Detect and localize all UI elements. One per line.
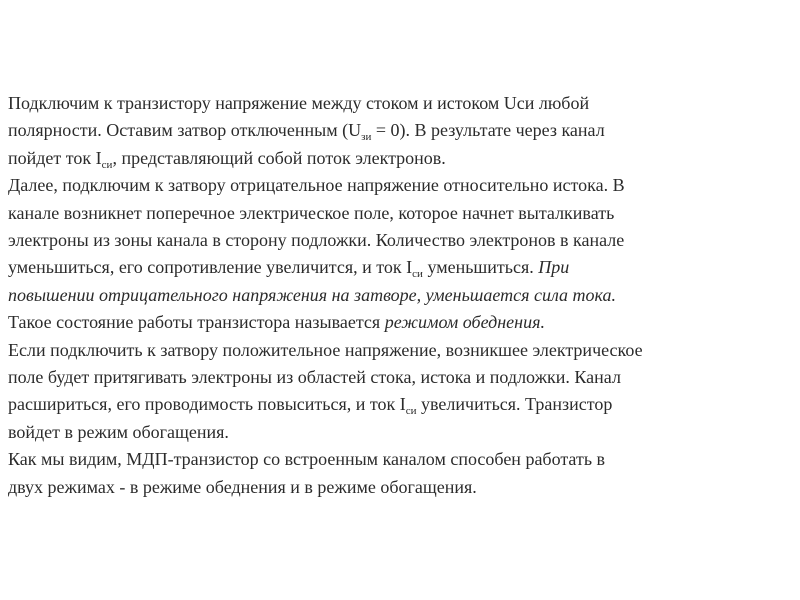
text-span: полярности. Оставим затвор отключенным (U bbox=[8, 120, 362, 141]
text-line bbox=[8, 200, 798, 227]
text-line bbox=[8, 337, 798, 364]
text-span: двух режимах - в режиме обеднения и в режиме обогащения. bbox=[8, 476, 477, 497]
text-span: Далее, подключим к затвору отрицательное напряжение относительно истока. В bbox=[8, 175, 625, 196]
subscript: си bbox=[101, 158, 113, 171]
text-line bbox=[8, 364, 798, 391]
text-span: пойдет ток I bbox=[8, 147, 102, 168]
italic-span: режимом обеднения. bbox=[384, 312, 545, 333]
text-span: поле будет притягивать электроны из областей стока, истока и подложки. Канал bbox=[8, 367, 621, 388]
text-line bbox=[8, 309, 798, 336]
body-text bbox=[8, 90, 798, 501]
text-span: расшириться, его проводимость повыситься, и ток I bbox=[8, 394, 406, 415]
text-line bbox=[8, 474, 798, 501]
text-span: войдет в режим обогащения. bbox=[8, 421, 229, 442]
subscript: си bbox=[405, 405, 417, 418]
subscript: зи bbox=[361, 131, 372, 144]
text-span: Как мы видим, МДП-транзистор со встроенным каналом способен работать в bbox=[8, 449, 606, 470]
text-span: , представляющий собой поток электронов. bbox=[112, 147, 446, 168]
text-line bbox=[8, 254, 798, 281]
text-line bbox=[8, 419, 798, 446]
text-span: Если подключить к затвору положительное напряжение, возникшее электрическое bbox=[8, 339, 643, 360]
text-span: Такое состояние работы транзистора называется bbox=[8, 312, 385, 333]
text-span: увеличиться. Транзистор bbox=[416, 394, 613, 415]
text-span: уменьшиться, его сопротивление увеличится, и ток I bbox=[8, 257, 413, 278]
text-line bbox=[8, 172, 798, 199]
italic-span: При bbox=[538, 257, 570, 278]
text-span: уменьшиться. bbox=[422, 257, 539, 278]
italic-span: повышении отрицательного напряжения на затворе, уменьшается сила тока. bbox=[8, 284, 616, 305]
text-line bbox=[8, 282, 798, 309]
text-line bbox=[8, 117, 798, 144]
text-line bbox=[8, 227, 798, 254]
subscript: си bbox=[412, 268, 423, 281]
text-span: канале возникнет поперечное электрическое поле, которое начнет выталкивать bbox=[8, 202, 615, 223]
text-line bbox=[8, 391, 798, 418]
text-line bbox=[8, 90, 798, 117]
text-span: Подключим к транзистору напряжение между стоком и истоком Uси любой bbox=[8, 93, 590, 113]
text-span: электроны из зоны канала в сторону подложки. Количество электронов в канале bbox=[8, 230, 625, 251]
text-line bbox=[8, 145, 798, 172]
text-span: = 0). В результате через канал bbox=[371, 120, 605, 141]
text-line bbox=[8, 446, 798, 473]
